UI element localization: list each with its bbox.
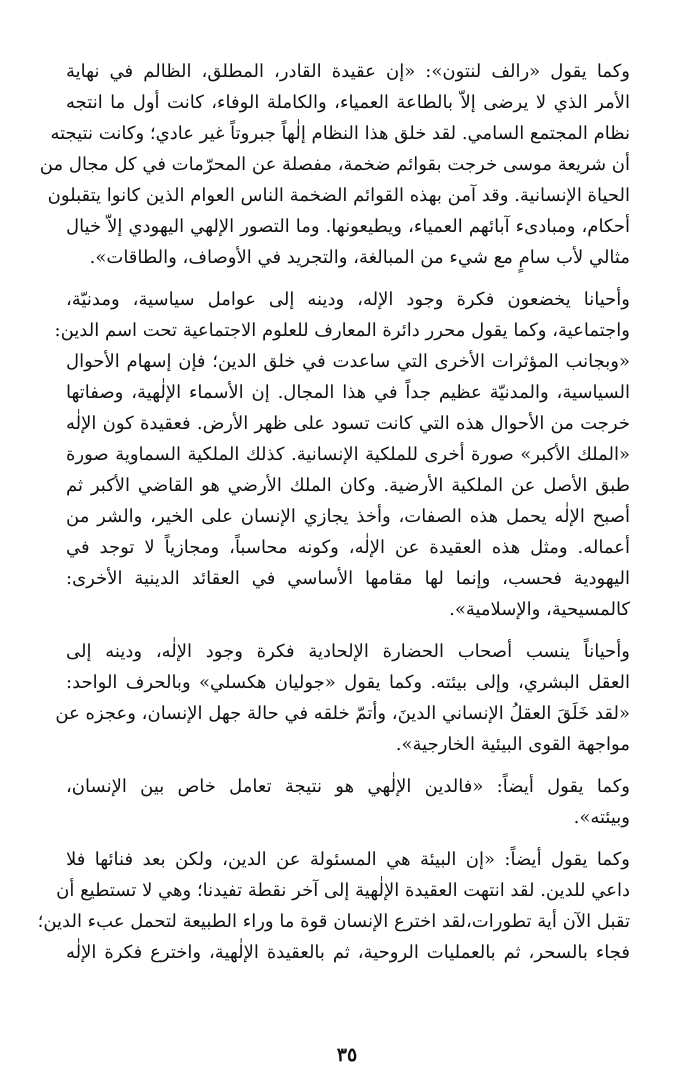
paragraph xyxy=(39,56,630,273)
text-line: الأمر الذي لا يرضى إلاّ بالطاعة العمياء، والكاملة الوفاء، كانت أول ما انتجه xyxy=(66,92,630,113)
text-line: وكما يقول أيضاً: «فالدين الإلٰهي هو نتيجة تعامل خاص بين الإنسان، xyxy=(66,776,630,797)
text-line: نظام المجتمع السامي. لقد خلق هذا النظام إلٰهاً جبروتاً غير عادي؛ وكانت نتيجته xyxy=(50,123,630,144)
paragraph xyxy=(55,636,630,760)
page-number: ٣٥ xyxy=(336,1044,358,1066)
text-line: العقل البشري، وإلى بيئته. وكما يقول «جوليان هكسلي» وبالحرف الواحد: xyxy=(66,672,630,693)
text-line: السياسية، والمدنيّة عظيم جداً في هذا المجال. إن الأسماء الإلٰهية، وصفاتها xyxy=(66,382,630,403)
text-line: مثالي لأب سامٍ مع شيء من المبالغة، والتجريد في الأوصاف، والطاقات». xyxy=(89,247,630,268)
text-line: أعماله. ومثل هذه العقيدة عن الإلٰه، وكونه محاسباً، ومجازياً لا توجد في xyxy=(66,537,630,558)
text-line: أصبح الإلٰه يحمل هذه الصفات، وأخذ يجازي الإنسان على الخير، والشر من xyxy=(66,506,630,527)
page-body xyxy=(37,56,630,968)
text-line: أن شريعة موسى خرجت بقوائم ضخمة، مفصلة عن المحرّمات في كل مجال من xyxy=(39,154,630,175)
text-line: أحكام، ومبادىء آبائهم العمياء، ويطيعونها. وما التصور الإلهي اليهودي إلاّ خيال xyxy=(66,216,630,237)
text-line: «وبجانب المؤثرات الأخرى التي ساعدت في خلق الدين؛ فإن إسهام الأحوال xyxy=(66,351,630,372)
text-line: داعي للدين. لقد انتهت العقيدة الإلٰهية إلى آخر نقطة تفيدنا؛ وهي لا تستطيع أن xyxy=(56,880,630,901)
text-line: تقبل الآن أية تطورات،لقد اخترع الإنسان قوة ما وراء الطبيعة لتحمل عبء الدين؛ xyxy=(37,911,630,932)
text-line: مواجهة القوى البيئية الخارجية». xyxy=(395,734,630,755)
text-line: «الملك الأكبر» صورة أخرى للملكية الإنسانية. كذلك الملكية السماوية صورة xyxy=(66,444,630,465)
text-line: وكما يقول أيضاً: «إن البيئة هي المسئولة عن الدين، ولكن بعد فنائها فلا xyxy=(66,849,630,870)
paragraph xyxy=(54,284,630,625)
text-line: طبق الأصل عن الملكية الأرضية. وكان الملك الأرضي هو القاضي الأكبر ثم xyxy=(66,475,630,496)
text-line: وكما يقول «رالف لنتون»: «إن عقيدة القادر، المطلق، الظالم في نهاية xyxy=(66,61,630,82)
text-line: «لقد خَلَقَ العقلُ الإنساني الدينَ، وأتمّ خلقه في حالة جهل الإنسان، وعجزه عن xyxy=(55,703,630,724)
paragraph xyxy=(66,771,630,833)
text-line: خرجت من الأحوال هذه التي كانت تسود على ظهر الأرض. فعقيدة كون الإلٰه xyxy=(66,413,630,434)
paragraph xyxy=(37,844,630,968)
text-line: وأحيانا يخضعون فكرة وجود الإله، ودينه إلى عوامل سياسية، ومدنيّة، xyxy=(66,289,630,310)
text-line: فجاء بالسحر، ثم بالعمليات الروحية، ثم بالعقيدة الإلٰهية، واخترع فكرة الإلٰه xyxy=(66,942,630,963)
text-line: واجتماعية، وكما يقول محرر دائرة المعارف للعلوم الاجتماعية تحت اسم الدين: xyxy=(54,320,630,341)
text-line: كالمسيحية، والإسلامية». xyxy=(449,599,630,620)
text-line: وأحياناً ينسب أصحاب الحضارة الإلحادية فكرة وجود الإلٰه، ودينه إلى xyxy=(66,641,630,662)
text-line: الحياة الإنسانية. وقد آمن بهذه القوائم الضخمة الناس العوام الذين كانوا يتقبلون xyxy=(47,185,630,206)
text-line: اليهودية فحسب، وإنما لها مقامها الأساسي في العقائد الدينية الأخرى: xyxy=(66,568,630,589)
text-line: وبيئته». xyxy=(573,807,630,828)
